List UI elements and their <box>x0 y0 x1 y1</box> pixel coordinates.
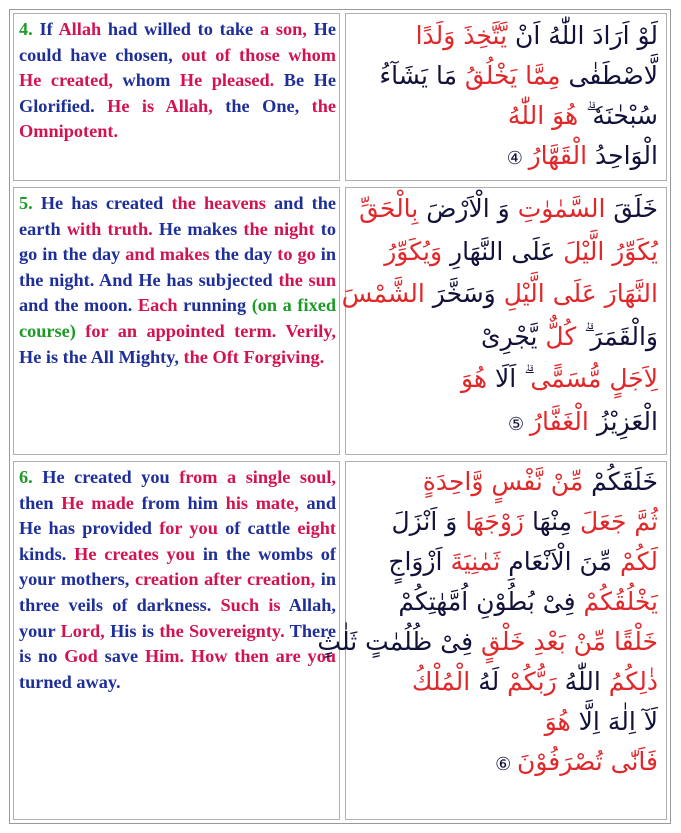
translation-segment: and the moon. <box>19 295 138 316</box>
translation-segment: 6. <box>19 467 33 487</box>
translation-segment: He is <box>19 346 59 367</box>
translation-segment: in the wombs of your mothers, <box>19 543 336 590</box>
arabic-text-cell <box>317 461 667 820</box>
arabic-line <box>350 542 658 582</box>
arabic-line <box>341 273 658 316</box>
arabic-segment: يَخْلُقُكُمْ <box>583 587 658 616</box>
translation-segment: Lord, <box>60 620 105 641</box>
arabic-segment: مَا يَشَآءُ <box>379 61 465 90</box>
translation-segment: 4. <box>19 19 33 39</box>
translation-segment: He is Allah, <box>107 95 213 116</box>
arabic-segment: يَّجْرِیْ <box>481 321 546 351</box>
arabic-segment: لَكُمْ <box>619 547 658 576</box>
translation-segment: He pleased. <box>179 70 275 91</box>
arabic-text <box>350 14 658 176</box>
translation-segment: Him. How then are you <box>144 646 336 667</box>
arabic-segment: الْعَزِيْزُ <box>588 406 658 436</box>
translation-segment: whom <box>113 70 180 91</box>
translation-segment: from a single soul, <box>179 467 337 487</box>
translation-segment: the All Mighty, <box>58 346 184 367</box>
verse-table <box>9 9 671 824</box>
arabic-segment: السَّمٰوٰتِ <box>517 194 606 223</box>
arabic-segment: يَّتَّخِذَ وَلَدًا <box>415 21 508 50</box>
translation-segment: the Oft Forgiving. <box>183 346 325 367</box>
translation-segment: He could have chosen, <box>19 19 336 65</box>
arabic-segment: فَاَنّٰى تُصْرَفُوْنَ <box>517 747 658 776</box>
arabic-segment: بِالْحَقِّ <box>359 194 419 223</box>
arabic-segment: وَ اَنْزَلَ <box>391 507 466 536</box>
translation-segment: the night <box>243 218 315 239</box>
arabic-segment: هُوَ <box>544 707 571 736</box>
arabic-segment: سُبْحٰنَهٗ ۗ <box>578 101 658 130</box>
translation-segment: eight <box>297 518 336 539</box>
arabic-text <box>341 188 658 443</box>
translation-segment: in three veils of darkness. <box>19 569 336 615</box>
translation-segment: and He has provided <box>19 492 336 539</box>
arabic-segment: وَالْقَمَرَ ۗ <box>576 321 658 351</box>
arabic-segment: ذٰلِكُمُ <box>608 667 658 696</box>
translation-segment: Allah <box>58 19 102 39</box>
english-translation-cell <box>13 13 340 181</box>
translation-segment: the Omnipotent. <box>19 95 337 142</box>
arabic-line <box>350 582 658 622</box>
arabic-segment: مِنْهَا <box>524 507 580 536</box>
arabic-segment: لَّاصْطَفٰى <box>560 61 658 90</box>
arabic-segment: خَلَقَ <box>605 194 658 223</box>
arabic-segment: وَ الْاَرْضَ <box>418 194 518 223</box>
translation-segment: to go <box>277 244 316 265</box>
translation-segment: There is no <box>19 620 336 667</box>
arabic-segment: مِّنْ نَّفْسٍ وَّاحِدَةٍ <box>422 467 584 496</box>
translation-segment: the One, <box>212 95 312 116</box>
arabic-segment: ثَمٰنِيَةَ <box>450 547 501 576</box>
translation-segment: creation after creation, <box>134 569 316 590</box>
english-translation-text <box>19 191 336 370</box>
arabic-line <box>350 662 658 702</box>
arabic-line <box>350 401 658 444</box>
ayah-number: ⑥ <box>495 754 518 775</box>
arabic-segment: فِیْ ظُلُمٰتٍ ثَلٰثٍ <box>317 627 482 656</box>
translation-segment: He makes <box>152 218 244 239</box>
translation-segment: of cattle <box>217 518 298 539</box>
translation-segment: from him <box>133 492 226 513</box>
arabic-line <box>350 188 658 231</box>
translation-segment: He creates you <box>74 543 195 564</box>
arabic-segment: الْمُلْكُ <box>411 667 471 696</box>
arabic-segment: اَزْوَاجٍ <box>388 547 451 576</box>
arabic-line <box>350 56 658 96</box>
ayah-number: ④ <box>506 148 529 169</box>
english-translation-text <box>19 17 336 145</box>
arabic-line <box>350 136 658 176</box>
translation-segment: out of those whom He created, <box>19 44 336 91</box>
arabic-line <box>350 96 658 136</box>
translation-segment: He made <box>61 492 134 513</box>
english-translation-text <box>19 465 336 695</box>
arabic-segment: عَلَى النَّهَارِ <box>442 236 564 266</box>
arabic-line <box>350 231 658 274</box>
translation-segment: in the night. And He has subjected <box>19 244 336 290</box>
translation-segment: (on a fixed course) <box>19 295 336 341</box>
translation-segment: 5. <box>19 193 33 213</box>
arabic-line <box>350 462 658 502</box>
translation-segment: then <box>19 492 62 513</box>
translation-segment: and the earth <box>19 193 336 239</box>
translation-segment: the Sovereignty. <box>159 620 285 641</box>
translation-segment: and makes <box>125 244 210 265</box>
arabic-segment: ثُمَّ جَعَلَ <box>580 507 658 536</box>
arabic-line <box>350 316 658 359</box>
translation-segment: Be He Glorified. <box>19 70 336 116</box>
arabic-line <box>317 622 658 662</box>
translation-segment: to go in the day <box>19 218 336 265</box>
arabic-text-cell <box>341 187 667 455</box>
arabic-segment: هُوَ اللّٰهُ <box>507 101 579 130</box>
arabic-segment: مِمَّا يَخْلُقُ <box>464 61 561 90</box>
translation-segment: with truth. <box>66 218 153 239</box>
translation-segment: His is <box>104 620 160 641</box>
arabic-line <box>350 16 658 56</box>
arabic-line <box>350 742 658 782</box>
arabic-segment: لَآ اِلٰهَ اِلَّا <box>570 707 658 736</box>
translation-segment: turned away. <box>19 671 121 692</box>
arabic-segment: النَّهَارَ عَلَى الَّيْلِ <box>503 279 658 308</box>
translation-segment: save <box>97 646 145 667</box>
translation-segment: Each <box>137 295 178 316</box>
translation-segment: for an appointed term. Verily, <box>75 320 336 341</box>
arabic-segment: وَسَخَّرَ <box>424 279 504 308</box>
arabic-segment: وَيُكَوِّرُ <box>384 236 443 266</box>
arabic-segment: كُلٌّ <box>545 321 577 351</box>
verse-row-4 <box>10 10 670 184</box>
verse-row-5 <box>10 184 670 458</box>
arabic-segment: خَلْقًا مِّنْ بَعْدِ خَلْقٍ <box>481 627 658 656</box>
translation-segment: God <box>64 646 98 667</box>
translation-segment: the day <box>209 244 278 265</box>
arabic-line <box>350 502 658 542</box>
arabic-text <box>317 462 658 782</box>
english-translation-cell <box>13 461 340 820</box>
arabic-text-cell <box>345 13 667 181</box>
english-translation-cell <box>13 187 340 455</box>
arabic-segment: لَهُ <box>470 667 508 696</box>
arabic-line <box>350 702 658 742</box>
arabic-segment: لِاَجَلٍ مُّسَمًّى <box>530 364 658 393</box>
translation-segment: the heavens <box>171 193 266 213</box>
arabic-segment: اللّٰهُ <box>556 667 609 696</box>
translation-segment: had willed to take <box>101 19 260 39</box>
translation-segment: He created you <box>32 467 180 487</box>
translation-segment: If <box>32 19 59 39</box>
arabic-segment: ۗ اَلَا <box>487 364 531 393</box>
arabic-segment: الشَّمْسَ <box>341 279 425 308</box>
arabic-segment: خَلَقَكُمْ <box>583 467 658 496</box>
arabic-segment: مِّنَ الْاَنْعَامِ <box>500 547 620 576</box>
translation-segment: the sun <box>278 269 337 290</box>
arabic-segment: زَوْجَهَا <box>465 507 525 536</box>
translation-segment: a son, <box>259 19 307 39</box>
translation-segment: Such is <box>220 594 281 615</box>
translation-segment: his mate, <box>225 492 299 513</box>
arabic-segment: الْوَاحِدُ <box>587 141 658 170</box>
translation-segment: for you <box>159 518 218 539</box>
arabic-segment: رَبُّكُمْ <box>507 667 557 696</box>
translation-segment: Allah, your <box>19 594 336 641</box>
translation-segment: running <box>177 295 252 316</box>
verse-row-6 <box>10 458 670 823</box>
arabic-segment: هُوَ <box>460 364 488 393</box>
arabic-line <box>350 358 658 401</box>
arabic-segment: يُكَوِّرُ الَّيْلَ <box>563 236 658 266</box>
arabic-segment: الْقَهَّارُ <box>528 141 588 170</box>
arabic-segment: الْغَفَّارُ <box>529 406 589 436</box>
ayah-number: ⑤ <box>508 413 530 435</box>
translation-segment: kinds. <box>19 543 75 564</box>
translation-segment: He has created <box>32 193 172 213</box>
arabic-segment: لَوْ اَرَادَ اللّٰهُ اَنْ <box>507 21 658 50</box>
arabic-segment: فِیْ بُطُوْنِ اُمَّهٰتِكُمْ <box>398 587 584 616</box>
